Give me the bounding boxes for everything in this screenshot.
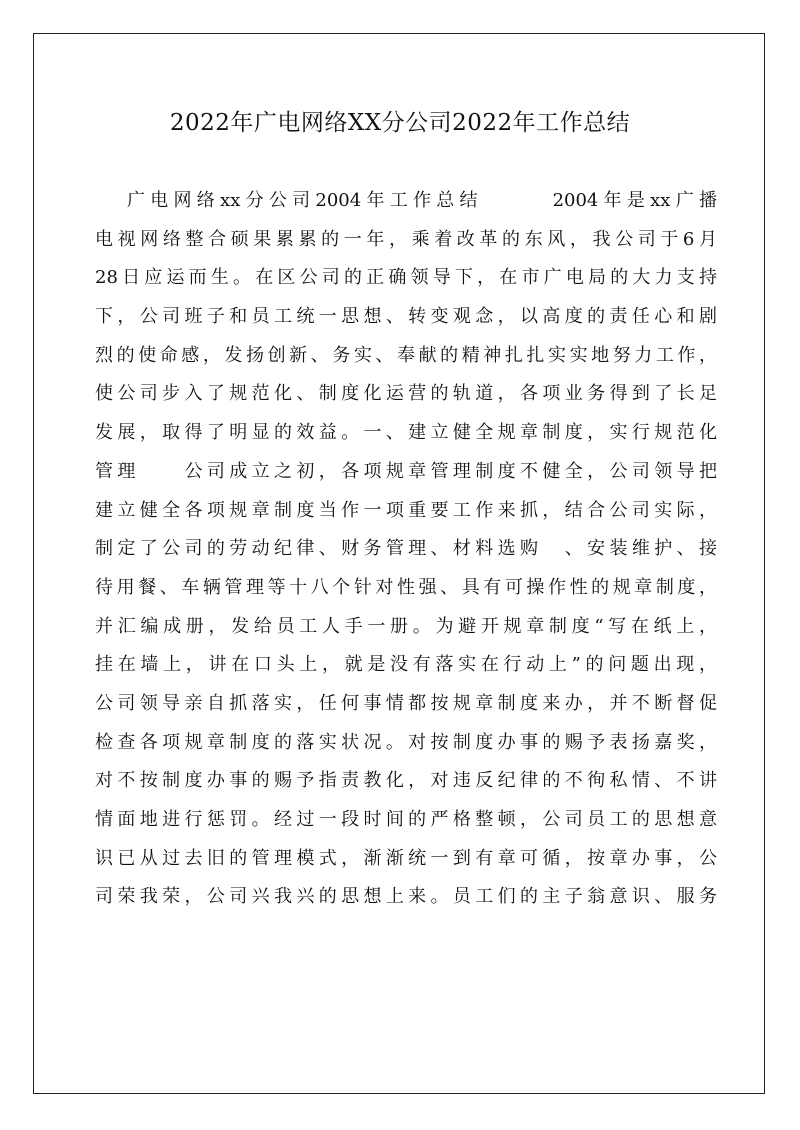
body-line: 电视网络整合硕果累累的一年，乘着改革的东风，我公司于6月 [95, 228, 717, 250]
body-line: 情面地进行惩罚。经过一段时间的严格整顿，公司员工的思想意 [95, 809, 717, 830]
document-body [95, 186, 717, 921]
body-line: 管理 公司成立之初，各项规章管理制度不健全，公司领导把 [95, 460, 717, 482]
body-line: 待用餐、车辆管理等十八个针对性强、具有可操作性的规章制度， [95, 576, 717, 598]
body-line: 28日应运而生。在区公司的正确领导下，在市广电局的大力支持 [95, 267, 717, 289]
body-line: 建立健全各项规章制度当作一项重要工作来抓，结合公司实际， [95, 499, 717, 521]
body-line: 制定了公司的劳动纪律、财务管理、材料选购 、安装维护、接 [95, 538, 717, 560]
body-line: 并汇编成册，发给员工人手一册。为避开规章制度“写在纸上， [95, 615, 717, 637]
body-line: 使公司步入了规范化、制度化运营的轨道，各项业务得到了长足 [95, 383, 717, 405]
body-line: 检查各项规章制度的落实状况。对按制度办事的赐予表扬嘉奖， [95, 731, 717, 753]
body-line: 广电网络xx分公司2004年工作总结 2004年是xx广播 [127, 190, 717, 211]
body-line: 下，公司班子和员工统一思想、转变观念，以高度的责任心和剧 [95, 306, 717, 328]
body-line: 公司领导亲自抓落实，任何事情都按规章制度来办，并不断督促 [95, 692, 717, 714]
body-line: 对不按制度办事的赐予指责教化，对违反纪律的不徇私情、不讲 [95, 770, 717, 792]
body-line: 识已从过去旧的管理模式，渐渐统一到有章可循，按章办事，公 [95, 847, 717, 869]
body-line: 司荣我荣，公司兴我兴的思想上来。员工们的主子翁意识、服务 [95, 886, 717, 908]
body-line: 挂在墙上，讲在口头上，就是没有落实在行动上”的问题出现， [95, 654, 717, 676]
document-title: 2022年广电网络XX分公司2022年工作总结 [169, 110, 631, 136]
body-line: 发展，取得了明显的效益。一、建立健全规章制度，实行规范化 [95, 422, 717, 444]
body-line: 烈的使命感，发扬创新、务实、奉献的精神扎扎实实地努力工作， [95, 344, 717, 366]
